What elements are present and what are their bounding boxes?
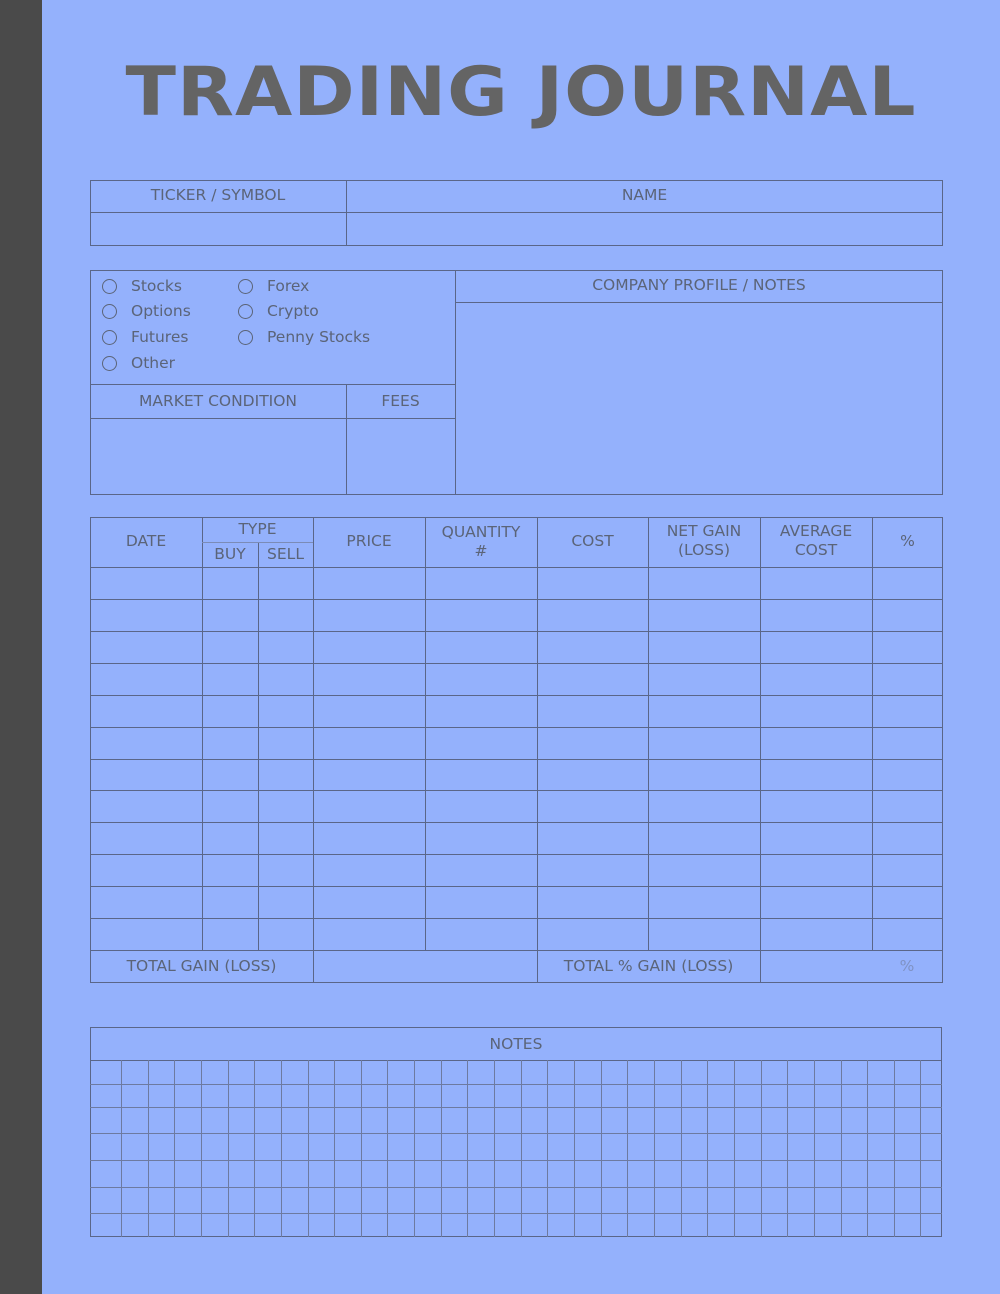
total-percent-unit: %	[899, 957, 915, 975]
company-profile-label: COMPANY PROFILE / NOTES	[592, 276, 806, 294]
cell-average-cost[interactable]	[762, 665, 871, 694]
name-field[interactable]	[348, 214, 941, 244]
cell-buy[interactable]	[204, 569, 257, 598]
cell-net-gain[interactable]	[650, 633, 759, 662]
cell-percent[interactable]	[874, 601, 942, 630]
cell-sell[interactable]	[260, 697, 312, 726]
radio-icon[interactable]	[102, 304, 117, 319]
cell-quantity[interactable]	[427, 665, 536, 694]
cell-net-gain[interactable]	[650, 729, 759, 758]
asset-option-options[interactable]	[102, 302, 191, 320]
header-sell: SELL	[267, 545, 304, 563]
asset-option-crypto[interactable]	[238, 302, 319, 320]
cell-date[interactable]	[92, 920, 201, 949]
cell-sell[interactable]	[260, 792, 312, 821]
divider	[90, 384, 455, 385]
cell-cost[interactable]	[539, 633, 647, 662]
cell-percent[interactable]	[874, 729, 942, 758]
cell-quantity[interactable]	[427, 761, 536, 790]
cell-date[interactable]	[92, 601, 201, 630]
option-label: Other	[131, 354, 176, 372]
cell-quantity[interactable]	[427, 888, 536, 917]
column-divider	[258, 543, 259, 950]
cell-average-cost[interactable]	[762, 824, 871, 853]
radio-icon[interactable]	[238, 304, 253, 319]
header-net-gain-loss: (LOSS)	[677, 541, 731, 559]
cell-quantity[interactable]	[427, 792, 536, 821]
row-divider	[90, 599, 943, 600]
header-quantity: QUANTITY	[441, 523, 521, 541]
cell-buy[interactable]	[204, 888, 257, 917]
row-divider	[90, 854, 943, 855]
notes-field[interactable]	[92, 1062, 940, 1235]
radio-icon[interactable]	[238, 330, 253, 345]
cell-sell[interactable]	[260, 729, 312, 758]
cell-sell[interactable]	[260, 601, 312, 630]
cell-average-cost[interactable]	[762, 633, 871, 662]
cell-buy[interactable]	[204, 729, 257, 758]
header-percent: %	[900, 532, 915, 550]
row-divider	[90, 886, 943, 887]
company-profile-field[interactable]	[457, 304, 941, 493]
cell-buy[interactable]	[204, 601, 257, 630]
cell-average-cost[interactable]	[762, 761, 871, 790]
cell-buy[interactable]	[204, 697, 257, 726]
row-divider	[90, 759, 943, 760]
row-divider	[90, 950, 943, 951]
option-label: Crypto	[267, 302, 319, 320]
row-divider	[90, 663, 943, 664]
name-label: NAME	[621, 186, 668, 204]
cell-date[interactable]	[92, 665, 201, 694]
header-price: PRICE	[346, 532, 392, 550]
total-percent-field[interactable]	[762, 952, 892, 981]
cell-percent[interactable]	[874, 856, 942, 885]
cell-average-cost[interactable]	[762, 856, 871, 885]
cell-average-cost[interactable]	[762, 569, 871, 598]
radio-icon[interactable]	[102, 330, 117, 345]
cell-sell[interactable]	[260, 824, 312, 853]
cell-quantity[interactable]	[427, 920, 536, 949]
cell-price[interactable]	[315, 665, 424, 694]
asset-option-futures[interactable]	[102, 328, 188, 346]
row-divider	[90, 727, 943, 728]
cell-quantity[interactable]	[427, 601, 536, 630]
type-subdivider	[202, 542, 313, 543]
market-condition-label: MARKET CONDITION	[138, 392, 298, 410]
cell-date[interactable]	[92, 633, 201, 662]
cell-net-gain[interactable]	[650, 792, 759, 821]
cell-sell[interactable]	[260, 665, 312, 694]
asset-option-other[interactable]	[102, 354, 175, 372]
cell-price[interactable]	[315, 697, 424, 726]
cell-average-cost[interactable]	[762, 888, 871, 917]
total-percent-label: TOTAL % GAIN (LOSS)	[563, 957, 734, 975]
cell-date[interactable]	[92, 888, 201, 917]
row-divider	[90, 631, 943, 632]
option-label: Stocks	[131, 277, 182, 295]
cell-date[interactable]	[92, 824, 201, 853]
option-label: Options	[131, 302, 191, 320]
cell-price[interactable]	[315, 920, 424, 949]
cell-date[interactable]	[92, 697, 201, 726]
cell-average-cost[interactable]	[762, 729, 871, 758]
notes-label: NOTES	[489, 1035, 543, 1053]
cell-cost[interactable]	[539, 888, 647, 917]
header-net-gain: NET GAIN	[666, 522, 742, 540]
option-label: Penny Stocks	[267, 328, 371, 346]
cell-net-gain[interactable]	[650, 824, 759, 853]
cell-quantity[interactable]	[427, 824, 536, 853]
asset-option-stocks[interactable]	[102, 277, 182, 295]
cell-percent[interactable]	[874, 761, 942, 790]
cell-buy[interactable]	[204, 665, 257, 694]
cell-buy[interactable]	[204, 920, 257, 949]
column-divider	[313, 950, 314, 983]
header-type: TYPE	[238, 520, 277, 538]
cell-quantity[interactable]	[427, 569, 536, 598]
cell-cost[interactable]	[539, 665, 647, 694]
ticker-field[interactable]	[92, 214, 344, 244]
cell-sell[interactable]	[260, 761, 312, 790]
cell-quantity[interactable]	[427, 633, 536, 662]
cell-cost[interactable]	[539, 920, 647, 949]
radio-icon[interactable]	[102, 279, 117, 294]
cell-date[interactable]	[92, 729, 201, 758]
cell-price[interactable]	[315, 824, 424, 853]
cell-percent[interactable]	[874, 697, 942, 726]
divider	[455, 302, 943, 303]
cell-cost[interactable]	[539, 792, 647, 821]
notebook-spine	[0, 0, 42, 1294]
radio-icon[interactable]	[238, 279, 253, 294]
cell-average-cost[interactable]	[762, 697, 871, 726]
cell-net-gain[interactable]	[650, 856, 759, 885]
cell-net-gain[interactable]	[650, 761, 759, 790]
cell-buy[interactable]	[204, 792, 257, 821]
cell-cost[interactable]	[539, 824, 647, 853]
cell-buy[interactable]	[204, 824, 257, 853]
option-label: Futures	[131, 328, 189, 346]
cell-net-gain[interactable]	[650, 601, 759, 630]
divider	[90, 418, 455, 419]
cell-price[interactable]	[315, 856, 424, 885]
header-divider	[90, 567, 943, 568]
cell-price[interactable]	[315, 792, 424, 821]
cell-cost[interactable]	[539, 729, 647, 758]
total-gain-label: TOTAL GAIN (LOSS)	[126, 957, 277, 975]
cell-average-cost[interactable]	[762, 920, 871, 949]
cell-sell[interactable]	[260, 569, 312, 598]
header-buy: BUY	[214, 545, 246, 563]
cell-price[interactable]	[315, 601, 424, 630]
cell-sell[interactable]	[260, 633, 312, 662]
cell-quantity[interactable]	[427, 697, 536, 726]
fees-label: FEES	[381, 392, 420, 410]
cell-net-gain[interactable]	[650, 569, 759, 598]
page-title: TRADING JOURNAL	[125, 52, 917, 132]
cell-average-cost[interactable]	[762, 792, 871, 821]
cell-percent[interactable]	[874, 569, 942, 598]
ticker-label: TICKER / SYMBOL	[150, 186, 286, 204]
cell-cost[interactable]	[539, 601, 647, 630]
cell-buy[interactable]	[204, 633, 257, 662]
cell-price[interactable]	[315, 761, 424, 790]
row-divider	[90, 822, 943, 823]
header-quantity-hash: #	[474, 542, 488, 560]
cell-price[interactable]	[315, 569, 424, 598]
header-date: DATE	[125, 532, 167, 550]
cell-percent[interactable]	[874, 824, 942, 853]
cell-net-gain[interactable]	[650, 697, 759, 726]
header-average-cost-2: COST	[794, 541, 838, 559]
cell-buy[interactable]	[204, 856, 257, 885]
cell-date[interactable]	[92, 761, 201, 790]
cell-sell[interactable]	[260, 920, 312, 949]
cell-price[interactable]	[315, 729, 424, 758]
cell-percent[interactable]	[874, 665, 942, 694]
asset-option-forex[interactable]	[238, 277, 309, 295]
cell-net-gain[interactable]	[650, 665, 759, 694]
row-divider	[90, 790, 943, 791]
total-gain-field[interactable]	[315, 952, 535, 981]
cell-quantity[interactable]	[427, 856, 536, 885]
row-divider	[90, 695, 943, 696]
header-average-cost: AVERAGE	[779, 522, 853, 540]
header-cost: COST	[571, 532, 614, 550]
cell-cost[interactable]	[539, 856, 647, 885]
divider	[90, 212, 943, 213]
cell-percent[interactable]	[874, 888, 942, 917]
fees-field[interactable]	[348, 420, 453, 493]
cell-cost[interactable]	[539, 569, 647, 598]
asset-option-penny-stocks[interactable]	[238, 328, 370, 346]
cell-price[interactable]	[315, 888, 424, 917]
cell-sell[interactable]	[260, 888, 312, 917]
cell-percent[interactable]	[874, 633, 942, 662]
cell-date[interactable]	[92, 856, 201, 885]
cell-net-gain[interactable]	[650, 888, 759, 917]
divider	[455, 270, 456, 495]
cell-date[interactable]	[92, 569, 201, 598]
cell-date[interactable]	[92, 792, 201, 821]
cell-cost[interactable]	[539, 697, 647, 726]
column-divider	[760, 950, 761, 983]
cell-quantity[interactable]	[427, 729, 536, 758]
cell-percent[interactable]	[874, 920, 942, 949]
cell-percent[interactable]	[874, 792, 942, 821]
cell-average-cost[interactable]	[762, 601, 871, 630]
radio-icon[interactable]	[102, 356, 117, 371]
cell-buy[interactable]	[204, 761, 257, 790]
cell-net-gain[interactable]	[650, 920, 759, 949]
option-label: Forex	[267, 277, 310, 295]
cell-cost[interactable]	[539, 761, 647, 790]
cell-sell[interactable]	[260, 856, 312, 885]
market-condition-field[interactable]	[92, 420, 344, 493]
row-divider	[90, 918, 943, 919]
cell-price[interactable]	[315, 633, 424, 662]
